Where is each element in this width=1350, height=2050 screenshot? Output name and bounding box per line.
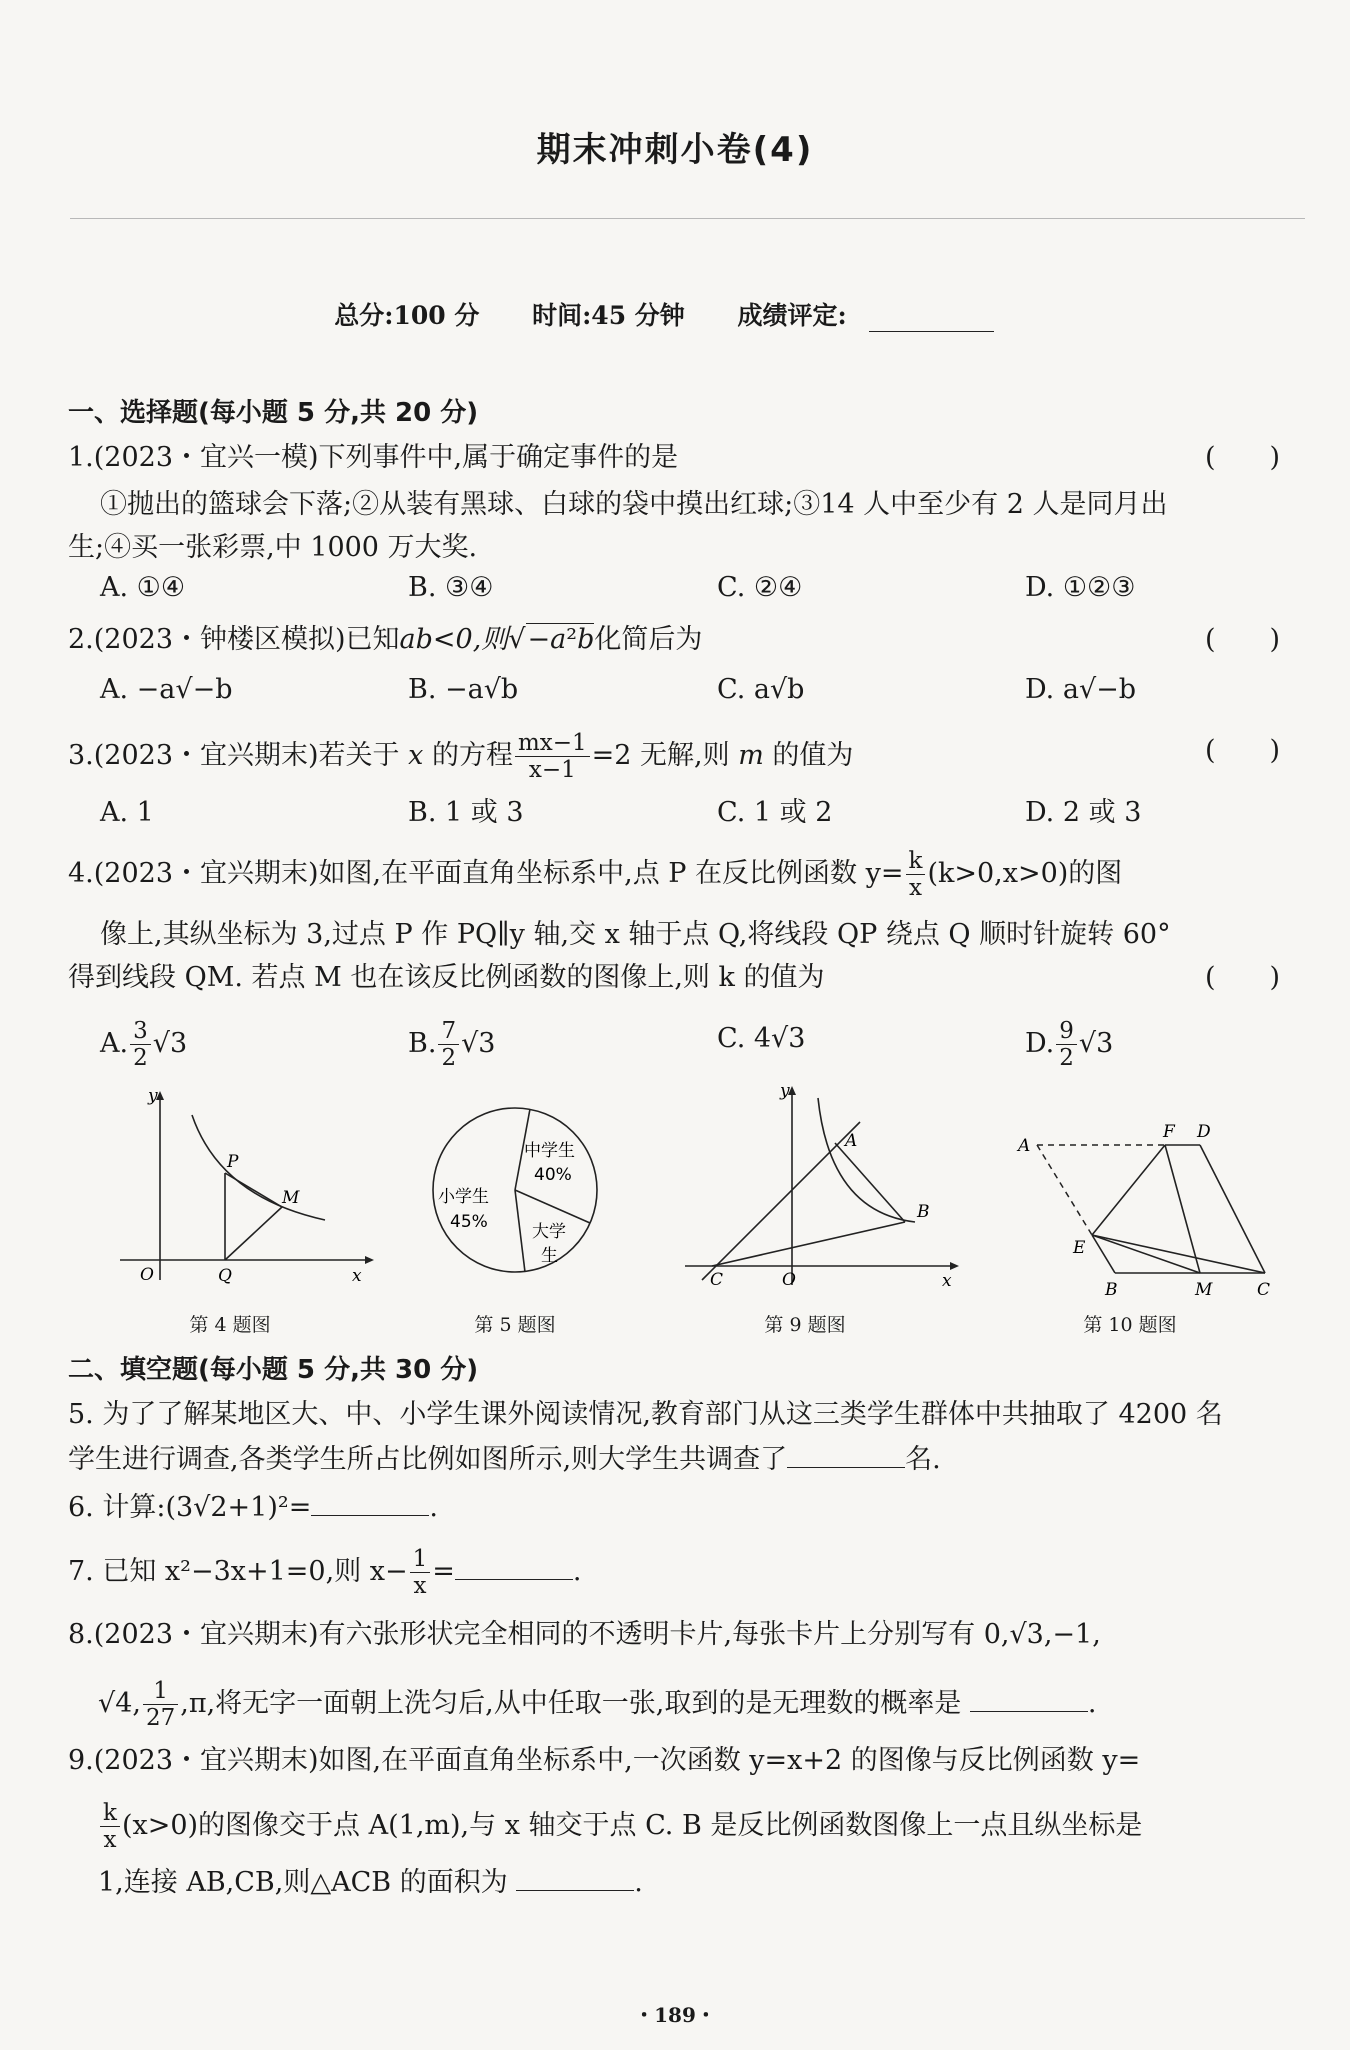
f4-q-label: Q xyxy=(218,1266,232,1285)
figure-q4 xyxy=(110,1085,380,1285)
q2-option-a[interactable]: A. −a√−b xyxy=(100,674,233,705)
q1-line2: ①抛出的篮球会下落;②从装有黑球、白球的袋中摸出红球;③14 人中至少有 2 人是同月出 xyxy=(100,489,1168,520)
figure-q5-pie xyxy=(430,1090,600,1290)
f5-middle-pct: 40% xyxy=(534,1165,572,1185)
f10-a-label: A xyxy=(1018,1136,1031,1156)
figure-q4-caption: 第 4 题图 xyxy=(189,1314,271,1336)
q4-option-c[interactable]: C. 4√3 xyxy=(717,1023,806,1054)
f9-x-label: x xyxy=(942,1271,952,1291)
q4-line2: 像上,其纵坐标为 3,过点 P 作 PQ∥y 轴,交 x 轴于点 Q,将线段 QP 绕点 Q 顺时针旋转 60° xyxy=(100,919,1171,950)
q1-option-c[interactable]: C. ②④ xyxy=(717,572,803,603)
q4-line3: 得到线段 QM. 若点 M 也在该反比例函数的图像上,则 k 的值为 xyxy=(68,962,825,993)
q6-line: 6. 计算:(3√2+1)²= . xyxy=(68,1492,438,1523)
q2-answer-paren[interactable]: ( ) xyxy=(1205,624,1281,655)
f10-c-label: C xyxy=(1257,1280,1271,1300)
q8-line2: √4, $\frac{1}{27}$ ,π,将无字一面朝上洗匀后,从中任取一张,取到的是无理数的概率是 . xyxy=(98,1678,1097,1731)
q8-answer-blank[interactable] xyxy=(970,1687,1088,1712)
q4-fraction: $\frac{k}{x}$ xyxy=(906,848,926,901)
q3-fraction: $\frac{mx-1}{x-1}$ xyxy=(515,730,590,783)
q8-line1: 8.(2023・宜兴期末)有六张形状完全相同的不透明卡片,每张卡片上分别写有 0,√3,−1, xyxy=(68,1619,1101,1650)
q4-option-d[interactable]: D. $\frac{9}{2}$ √3 xyxy=(1025,1018,1114,1071)
q1-answer-paren[interactable]: ( ) xyxy=(1205,442,1281,473)
f4-m-label: M xyxy=(282,1188,300,1208)
q9-line3: 1,连接 AB,CB,则△ACB 的面积为 . xyxy=(98,1867,643,1898)
f10-b-label: B xyxy=(1105,1280,1118,1300)
q3-option-a[interactable]: A. 1 xyxy=(100,797,154,828)
grade-field: 成绩评定: xyxy=(738,301,1016,330)
q2-radical: √−a²b xyxy=(508,624,595,655)
f10-d-label: D xyxy=(1197,1122,1211,1142)
f5-primary-pct: 45% xyxy=(450,1212,488,1232)
q3-stem: 3.(2023・宜兴期末)若关于 x 的方程 $\frac{mx-1}{x-1}$ =2 无解,则 m 的值为 xyxy=(68,730,854,783)
q3-option-c[interactable]: C. 1 或 2 xyxy=(717,797,833,828)
q9-fraction: $\frac{k}{x}$ xyxy=(100,1800,120,1853)
f10-e-label: E xyxy=(1073,1238,1086,1258)
q4-option-a[interactable]: A. $\frac{3}{2}$ √3 xyxy=(100,1018,188,1071)
figure-q10-caption: 第 10 题图 xyxy=(1083,1314,1177,1336)
q1-option-d[interactable]: D. ①②③ xyxy=(1025,572,1136,603)
page-number: ・189・ xyxy=(634,2003,716,2027)
figure-q10 xyxy=(1015,1115,1280,1300)
q6-answer-blank[interactable] xyxy=(311,1491,429,1516)
q1-line3: 生;④买一张彩票,中 1000 万大奖. xyxy=(68,532,478,563)
f5-university-label: 大学 xyxy=(532,1222,566,1242)
q9-line2: $\frac{k}{x}$ (x>0)的图像交于点 A(1,m),与 x 轴交于点 C. B 是反比例函数图像上一点且纵坐标是 xyxy=(98,1800,1142,1853)
figure-q9 xyxy=(680,1080,970,1295)
f9-b-label: B xyxy=(917,1202,930,1222)
f4-origin-label: O xyxy=(140,1265,154,1285)
figure-q5-caption: 第 5 题图 xyxy=(474,1314,556,1336)
q4-answer-paren[interactable]: ( ) xyxy=(1205,962,1281,993)
q1-stem: 1.(2023・宜兴一模)下列事件中,属于确定事件的是 xyxy=(68,442,679,473)
f5-middle-label: 中学生 xyxy=(524,1141,575,1161)
q2-stem: 2.(2023・钟楼区模拟)已知ab<0,则√−a²b化简后为 xyxy=(68,624,703,655)
q2-option-d[interactable]: D. a√−b xyxy=(1025,674,1137,705)
q3-option-b[interactable]: B. 1 或 3 xyxy=(408,797,524,828)
q9-answer-blank[interactable] xyxy=(516,1866,634,1891)
q7-answer-blank[interactable] xyxy=(455,1555,573,1580)
q7-fraction: $\frac{1}{x}$ xyxy=(410,1546,431,1599)
f5-primary-label: 小学生 xyxy=(438,1187,489,1207)
q5-line1: 5. 为了了解某地区大、中、小学生课外阅读情况,教育部门从这三类学生群体中共抽取了 4200 名 xyxy=(68,1399,1223,1430)
grade-blank[interactable] xyxy=(869,309,994,332)
total-score: 总分:100 分 xyxy=(334,301,480,330)
figure-q9-caption: 第 9 题图 xyxy=(764,1314,846,1336)
f9-origin-label: O xyxy=(782,1270,796,1290)
title-divider xyxy=(70,218,1305,219)
q2-option-c[interactable]: C. a√b xyxy=(717,674,805,705)
section-heading-choice: 一、选择题(每小题 5 分,共 20 分) xyxy=(68,398,479,428)
q4-option-b[interactable]: B. $\frac{7}{2}$ √3 xyxy=(408,1018,496,1071)
score-info-row xyxy=(0,296,1350,332)
f4-x-label: x xyxy=(352,1266,362,1285)
f9-a-label: A xyxy=(845,1131,858,1151)
q3-answer-paren[interactable]: ( ) xyxy=(1205,735,1281,766)
q3-option-d[interactable]: D. 2 或 3 xyxy=(1025,797,1142,828)
q1-option-a[interactable]: A. ①④ xyxy=(100,572,186,603)
q1-option-b[interactable]: B. ③④ xyxy=(408,572,494,603)
q7-line: 7. 已知 x²−3x+1=0,则 x− $\frac{1}{x}$ = . xyxy=(68,1546,582,1599)
q8-fraction: $\frac{1}{27}$ xyxy=(143,1678,178,1731)
f5-university-label2: 生 xyxy=(541,1246,558,1266)
time-limit: 时间:45 分钟 xyxy=(532,301,685,330)
q5-answer-blank[interactable] xyxy=(787,1443,905,1468)
q4-line1: 4.(2023・宜兴期末)如图,在平面直角坐标系中,点 P 在反比例函数 y= $\frac{k}{x}$ (k>0,x>0)的图 xyxy=(68,848,1123,901)
section-heading-fill: 二、填空题(每小题 5 分,共 30 分) xyxy=(68,1355,479,1385)
q2-option-b[interactable]: B. −a√b xyxy=(408,674,519,705)
q9-line1: 9.(2023・宜兴期末)如图,在平面直角坐标系中,一次函数 y=x+2 的图像与反比例函数 y= xyxy=(68,1745,1141,1776)
f10-f-label: F xyxy=(1163,1122,1175,1142)
f9-y-label: y xyxy=(780,1081,790,1101)
page-title: 期末冲刺小卷(4) xyxy=(536,130,814,170)
f10-m-label: M xyxy=(1195,1280,1213,1300)
q5-line2: 学生进行调查,各类学生所占比例如图所示,则大学生共调查了 名. xyxy=(68,1444,941,1475)
f4-y-label: y xyxy=(148,1086,158,1106)
f4-p-label: P xyxy=(227,1152,239,1172)
f9-c-label: C xyxy=(710,1270,724,1290)
